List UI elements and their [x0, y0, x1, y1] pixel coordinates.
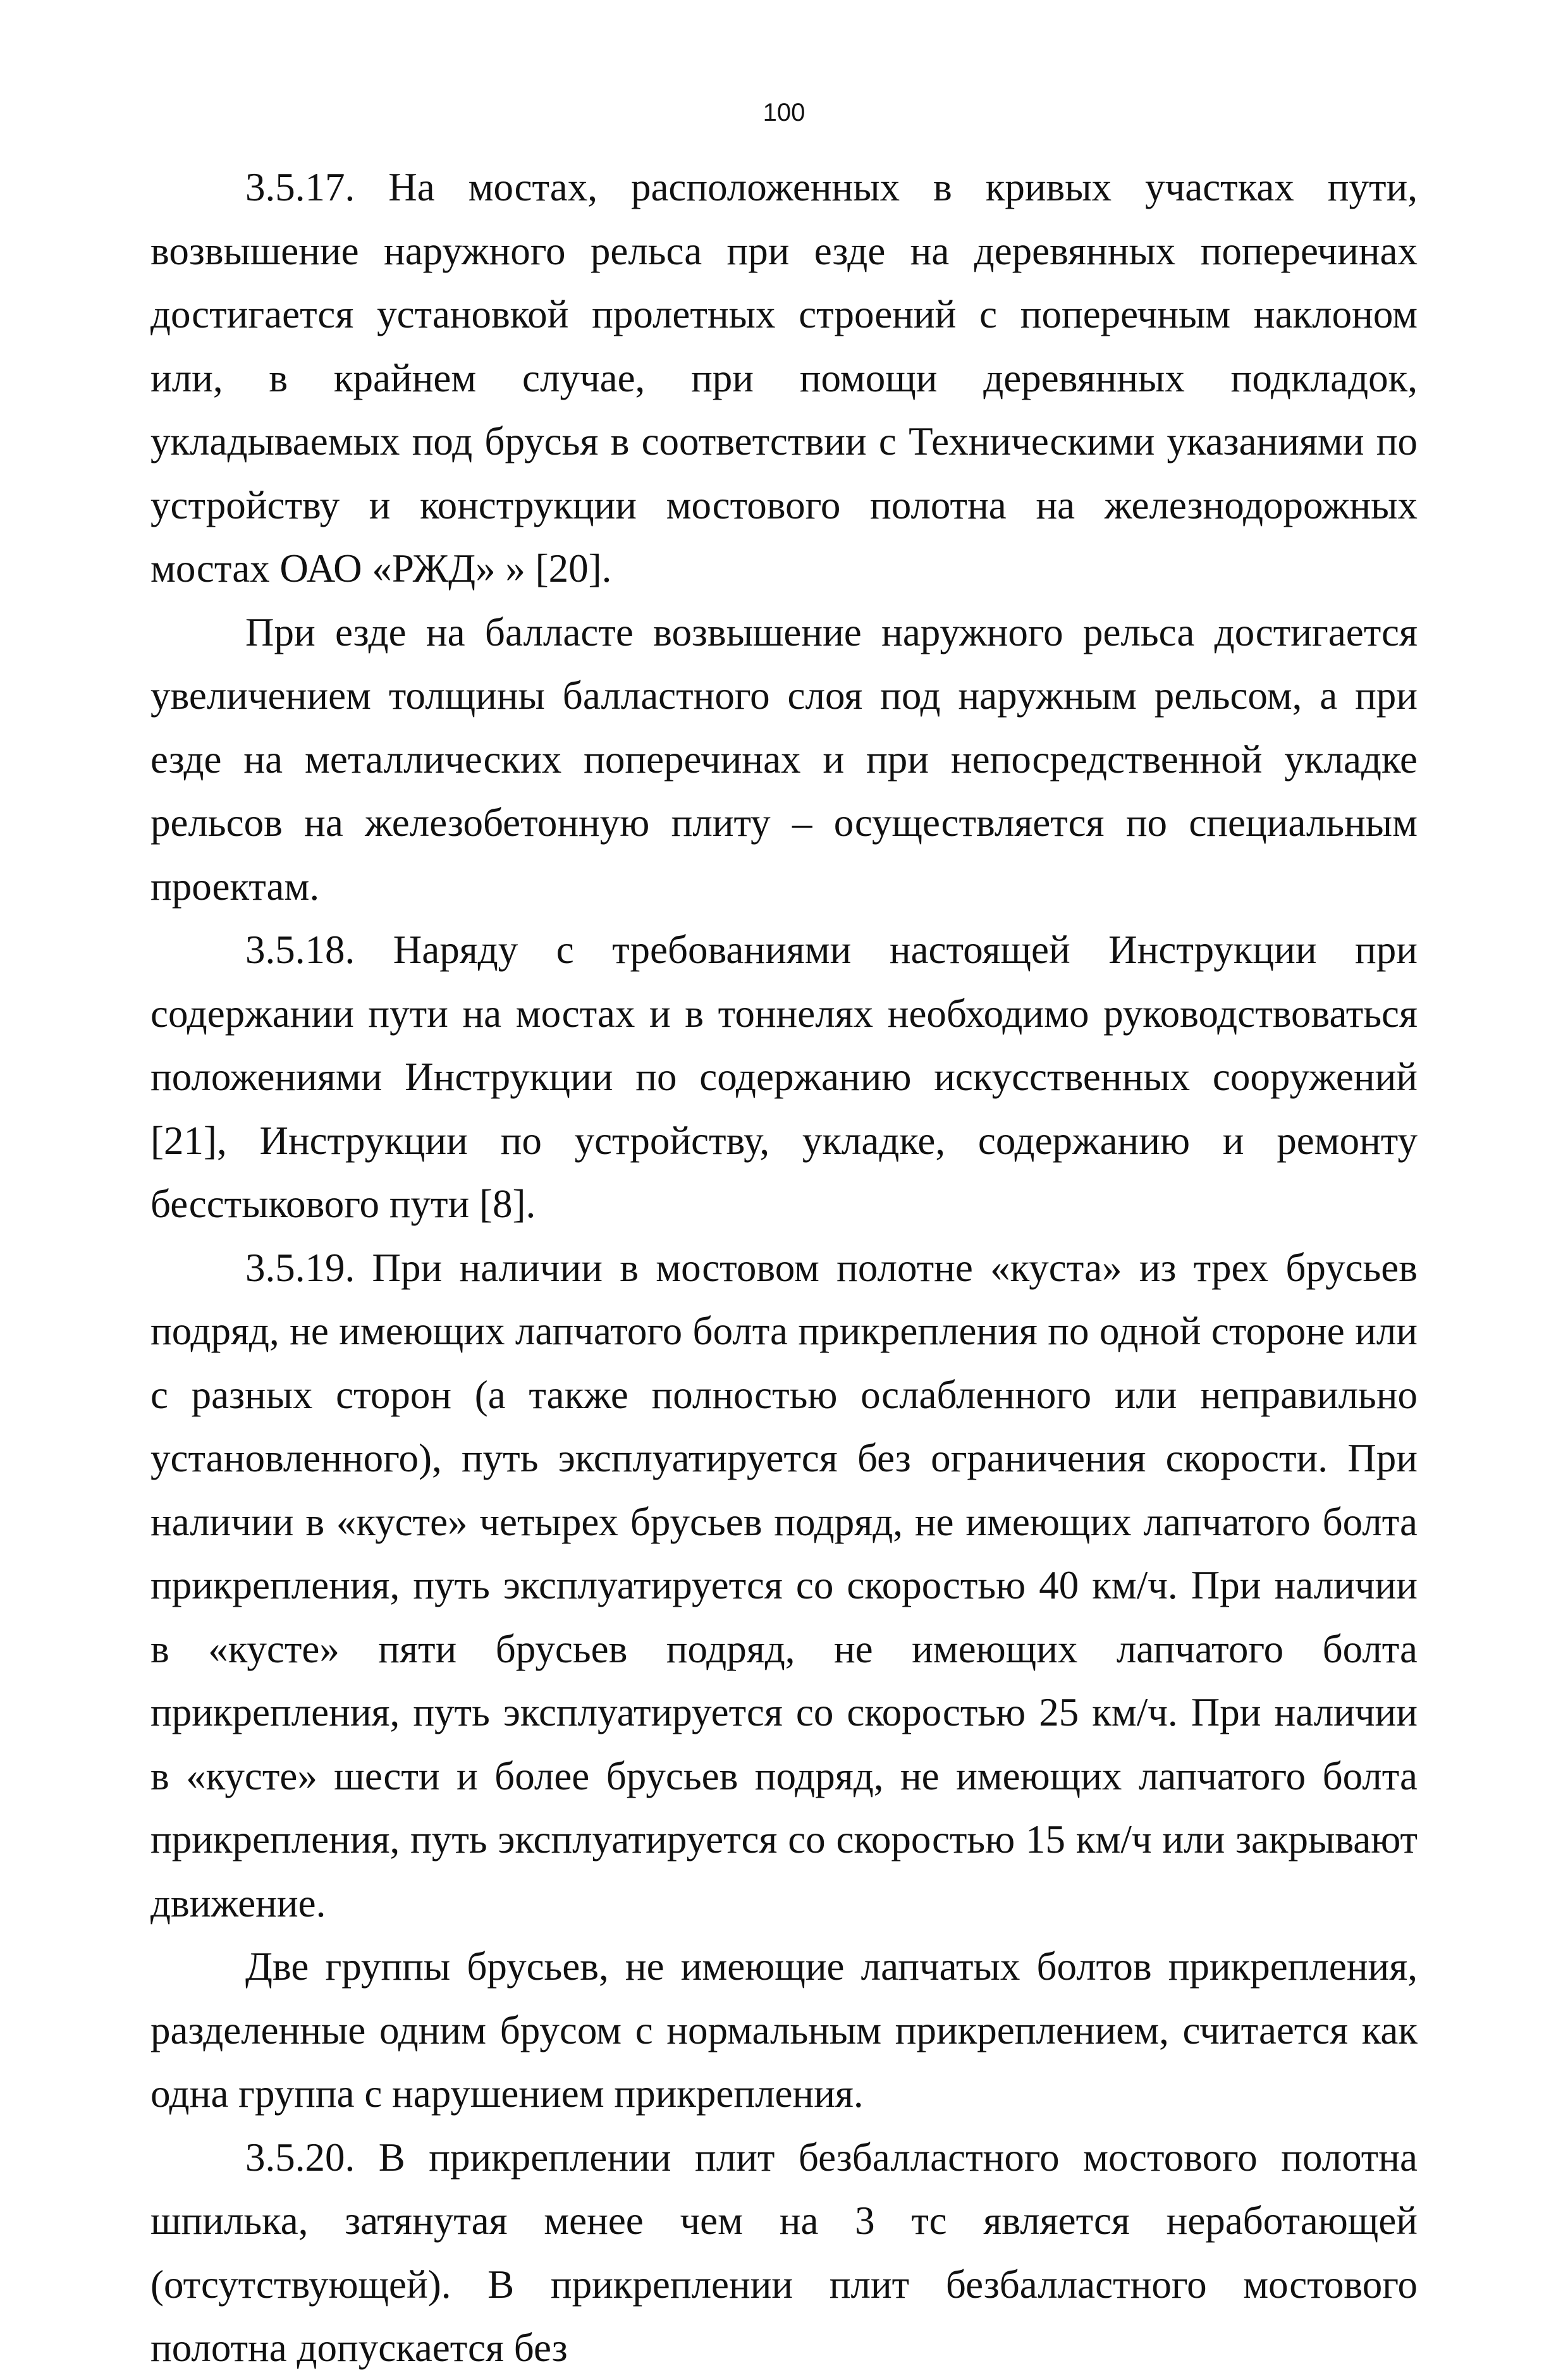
page-number: 100	[763, 99, 805, 126]
paragraph-ballast: При езде на балласте возвышение наружного рельса достигается увеличением толщины балластного слоя под наружным рельсом, а при езде на металлических поперечинах и при непосредственной укладке рельсов на железобетонную плиту – осуществляется по специальным проектам.	[150, 610, 1418, 909]
paragraph-3-5-18: 3.5.18. Наряду с требованиями настоящей Инструкции при содержании пути на мостах и в тоннелях необходимо руководствоваться положениями Инструкции по содержанию искусственных сооружений [21], Инструкции по устройству, укладке, содержанию и ремонту бесстыкового пути [8].	[150, 928, 1418, 1226]
paragraph-beam-groups: Две группы брусьев, не имеющие лапчатых болтов прикрепления, разделенные одним брусом с нормальным прикреплением, считается как одна группа с нарушением прикрепления.	[150, 1944, 1418, 2116]
paragraph-3-5-17: 3.5.17. На мостах, расположенных в кривых участках пути, возвышение наружного рельса при езде на деревянных поперечинах достигается установкой пролетных строений с поперечным наклоном или, в крайнем случае, при помощи деревянных подкладок, укладываемых под брусья в соответствии с Техническими указаниями по устройству и конструкции мостового полотна на железнодорожных мостах ОАО «РЖД» » [20].	[150, 165, 1418, 591]
paragraph-3-5-20: 3.5.20. В прикреплении плит безбалластного мостового полотна шпилька, затянутая менее чем на 3 тс является неработающей (отсутствующей). В прикреплении плит безбалластного мостового полотна допускается без	[150, 2135, 1418, 2370]
paragraph-3-5-19: 3.5.19. При наличии в мостовом полотне «куста» из трех брусьев подряд, не имеющих лапчатого болта прикрепления по одной стороне или с разных сторон (а также полностью ослабленного или неправильно установленного), путь эксплуатируется без ограничения скорости. При наличии в «кусте» четырех брусьев подряд, не имеющих лапчатого болта прикрепления, путь эксплуатируется со скоростью 40 км/ч. При наличии в «кусте» пяти брусьев подряд, не имеющих лапчатого болта прикрепления, путь эксплуатируется со скоростью 25 км/ч. При наличии в «кусте» шести и более брусьев подряд, не имеющих лапчатого болта прикрепления, путь эксплуатируется со скоростью 15 км/ч или закрывают движение.	[150, 1245, 1418, 1925]
document-body	[150, 156, 1418, 2380]
